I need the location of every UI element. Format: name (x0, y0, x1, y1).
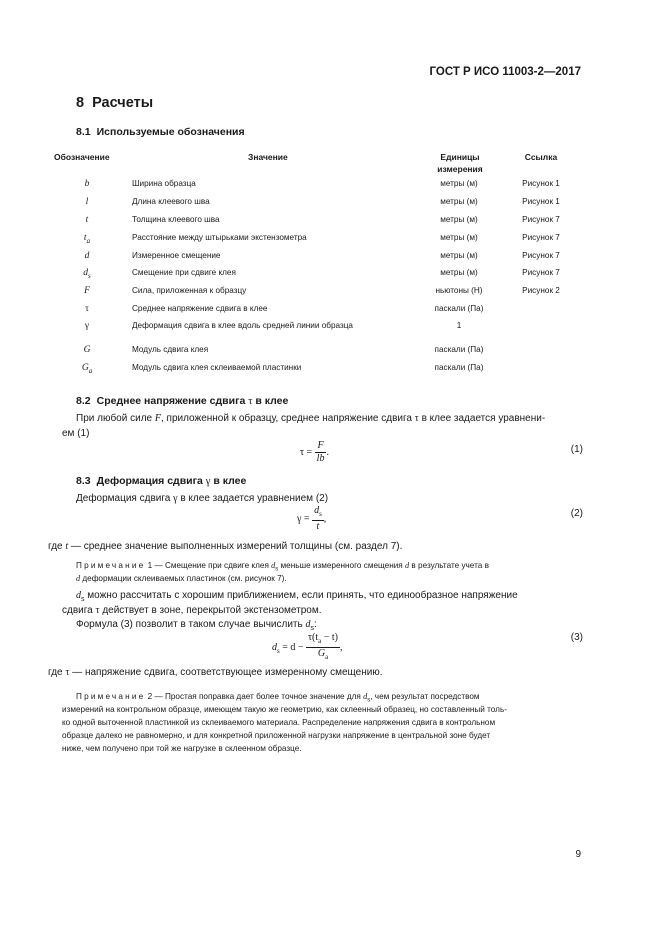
text: сдвига (62, 605, 96, 616)
row-units: 1 (456, 321, 462, 330)
row-symbol: G (83, 345, 91, 355)
ds-subscript: s (81, 596, 85, 603)
eq-punctuation: , (340, 641, 343, 653)
symbol-base: t (83, 233, 87, 243)
eq-lhs: τ = (300, 446, 313, 458)
tau-symbol: τ (248, 396, 253, 407)
table-row (0, 251, 661, 265)
numerator-end: − t) (321, 632, 339, 643)
table-row (0, 268, 661, 282)
row-units: метры (м) (440, 251, 478, 260)
text: где (48, 667, 66, 678)
row-symbol: τ (85, 304, 89, 314)
gamma-symbol: γ (205, 476, 211, 487)
row-meaning: Деформация сдвига в клее вдоль средней линии образца (132, 321, 353, 330)
symbol-base: d (83, 268, 88, 278)
table-row (0, 197, 661, 211)
symbol-subscript: a (88, 366, 93, 375)
text: Деформация сдвига (76, 493, 174, 504)
text: 1 — Смещение при сдвиге клея (145, 561, 272, 570)
row-symbol (66, 268, 108, 280)
tau-symbol: τ (414, 413, 419, 424)
subsection-title: Деформация сдвига (96, 475, 203, 487)
row-units: паскали (Па) (434, 345, 484, 354)
denominator-base: G (317, 648, 326, 659)
row-ref: Рисунок 7 (522, 233, 560, 242)
page-number: 9 (575, 849, 581, 860)
row-units: ньютоны (Н) (435, 286, 483, 295)
row-units: паскали (Па) (434, 304, 484, 313)
t-symbol: t (65, 541, 69, 552)
eq-lhs-subscript: s (277, 646, 280, 655)
subsection-title-end: в клее (255, 395, 289, 407)
paragraph-8-2-line2: ем (1) (62, 428, 90, 439)
note-label: Примечание (76, 692, 146, 701)
row-meaning: Толщина клеевого шва (132, 215, 220, 224)
section-number: 8 (76, 95, 85, 111)
numerator-text: τ(t (308, 632, 319, 643)
text: в результате учета в (409, 561, 489, 570)
symbol-subscript: a (86, 236, 91, 245)
subsection-8-2-heading (76, 395, 288, 407)
subsection-number: 8.1 (76, 126, 91, 138)
paragraph-8-2-line1 (76, 411, 584, 426)
ds-symbol: d (363, 692, 368, 701)
row-units: метры (м) (440, 233, 478, 242)
text: где (48, 541, 66, 552)
text: , приложенной к образцу, среднее напряжение сдвига (160, 413, 415, 424)
text: можно рассчитать с хорошим приближением, если принять, что единообразное напряжение (84, 590, 518, 601)
row-symbol: b (84, 179, 90, 189)
text: — среднее значение выполненных измерений толщины (см. раздел 7). (68, 541, 403, 552)
symbol-subscript: s (88, 271, 91, 280)
force-symbol: F (154, 413, 161, 424)
subsection-number: 8.3 (76, 475, 91, 487)
eq-fraction (315, 440, 327, 465)
row-meaning: Ширина образца (132, 179, 196, 188)
row-meaning: Расстояние между штырьками экстензометра (132, 233, 307, 242)
section-heading (76, 95, 153, 111)
ds-symbol: d (271, 561, 276, 570)
table-header-meaning: Значение (248, 152, 288, 162)
equation-3-number: (3) (570, 632, 583, 643)
eq-numerator (306, 632, 340, 648)
symbol-base: G (81, 363, 89, 373)
row-ref: Рисунок 1 (522, 179, 560, 188)
eq-punctuation: , (323, 513, 327, 525)
subsection-title: Среднее напряжение сдвига (96, 395, 246, 407)
row-ref: Рисунок 7 (522, 215, 560, 224)
eq-fraction (312, 505, 324, 533)
text: : (314, 619, 317, 630)
paragraph-ds-line2 (62, 603, 321, 618)
table-row (0, 363, 661, 377)
row-symbol: d (84, 251, 90, 261)
row-symbol (66, 233, 108, 245)
row-meaning: Измеренное смещение (132, 251, 221, 260)
eq-punctuation: . (326, 446, 329, 458)
note-2-line4: образце далеко не равномерно, и для конкретной приложенной нагрузки напряжение в центральной зоне будет (62, 731, 491, 740)
row-symbol: F (84, 286, 90, 296)
row-ref: Рисунок 7 (522, 251, 560, 260)
denominator-subscript: a (325, 653, 329, 661)
note-2-line2: измерений на контрольном образце, имеющем такую же геометрию, как склеенный образец, но составленный толь- (62, 705, 507, 714)
row-units: метры (м) (440, 197, 478, 206)
tau-symbol: τ (65, 667, 70, 678)
subsection-8-1-heading (76, 126, 245, 138)
eq-numerator (312, 505, 324, 521)
subsection-title-end: в клее (213, 475, 247, 487)
equation-1 (300, 440, 329, 465)
row-meaning: Модуль сдвига клея (132, 345, 209, 354)
note-label: Примечание (76, 561, 146, 570)
text: в клее задается уравнени- (418, 413, 546, 424)
row-meaning: Сила, приложенная к образцу (132, 286, 247, 295)
equation-2 (297, 505, 326, 533)
subsection-title: Используемые обозначения (96, 126, 245, 138)
row-meaning: Среднее напряжение сдвига в клее (132, 304, 268, 313)
row-units: метры (м) (440, 179, 478, 188)
ds-subscript: s (275, 566, 279, 573)
row-ref: Рисунок 1 (522, 197, 560, 206)
subsection-8-3-heading (76, 475, 246, 487)
text: — напряжение сдвига, соответствующее измеренному смещению. (69, 667, 383, 678)
text: Формула (3) позволит в таком случае вычислить (76, 619, 306, 630)
table-header-ref: Ссылка (524, 152, 558, 162)
numerator-base: d (314, 505, 320, 516)
equation-2-number: (2) (570, 508, 583, 519)
table-row (0, 215, 661, 229)
subsection-number: 8.2 (76, 395, 91, 407)
row-meaning: Смещение при сдвиге клея (132, 268, 236, 277)
ds-subscript: s (310, 625, 314, 632)
table-row (0, 304, 661, 318)
row-symbol: t (85, 215, 89, 225)
table-row (0, 286, 661, 300)
text: При любой силе (76, 413, 155, 424)
row-meaning: Длина клеевого шва (132, 197, 210, 206)
equation-1-number: (1) (570, 444, 583, 455)
where-clause-1 (48, 539, 402, 554)
table-row (0, 321, 661, 335)
d-symbol: d (405, 561, 410, 570)
ds-symbol: d (305, 619, 311, 630)
note-2-line5: ниже, чем получено при той же нагрузке в склеенном образце. (62, 744, 302, 753)
eq-lhs: γ = (297, 513, 310, 525)
table-header-units (420, 151, 500, 175)
eq-denominator (306, 648, 340, 663)
paragraph-8-3 (76, 491, 328, 506)
row-symbol: γ (84, 321, 90, 331)
eq-denominator: t (316, 521, 320, 532)
units-header-line1: Единицы (440, 152, 480, 162)
d-symbol: d (76, 574, 81, 583)
ds-symbol: d (76, 590, 81, 601)
tau-symbol: τ (95, 605, 100, 616)
numerator-subscript: s (319, 510, 322, 518)
eq-middle: = d − (279, 641, 304, 653)
units-header-line2: измерения (437, 164, 483, 174)
table-header-symbol: Обозначение (54, 152, 110, 162)
row-symbol (66, 363, 108, 375)
eq-denominator: lb (316, 453, 325, 464)
note-1-line2 (76, 572, 287, 585)
table-row (0, 233, 661, 247)
eq-lhs-base: d (272, 641, 277, 653)
text: меньше измеренного смещения (278, 561, 406, 570)
eq-fraction (306, 632, 340, 663)
standard-designation: ГОСТ Р ИСО 11003-2—2017 (429, 66, 581, 78)
text: действует в зоне, перекрытой экстензометром. (99, 605, 322, 616)
section-title: Расчеты (92, 95, 154, 111)
text: в клее задается уравнением (2) (177, 493, 329, 504)
numerator-subscript: a (318, 637, 322, 645)
ds-subscript: s (367, 697, 371, 704)
row-meaning: Модуль сдвига клея склеиваемой пластинки (132, 363, 302, 372)
table-row (0, 345, 661, 359)
row-symbol: l (85, 197, 89, 207)
text: деформации склеиваемых пластинок (см. рисунок 7). (80, 574, 287, 583)
row-units: паскали (Па) (434, 363, 484, 372)
row-units: метры (м) (440, 215, 478, 224)
table-row (0, 179, 661, 193)
row-units: метры (м) (440, 268, 478, 277)
where-clause-2 (48, 665, 383, 680)
row-ref: Рисунок 2 (522, 286, 560, 295)
eq-numerator: F (315, 440, 327, 453)
row-ref: Рисунок 7 (522, 268, 560, 277)
text: 2 — Простая поправка дает более точное значение для (145, 692, 364, 701)
equation-3 (272, 632, 343, 663)
text: , чем результат посредством (370, 692, 480, 701)
note-2-line3: ко одной выточенной пластинкой из склеиваемого материала. Распределение напряжения сдвига в контрольном (62, 718, 496, 727)
gamma-symbol: γ (173, 493, 178, 504)
